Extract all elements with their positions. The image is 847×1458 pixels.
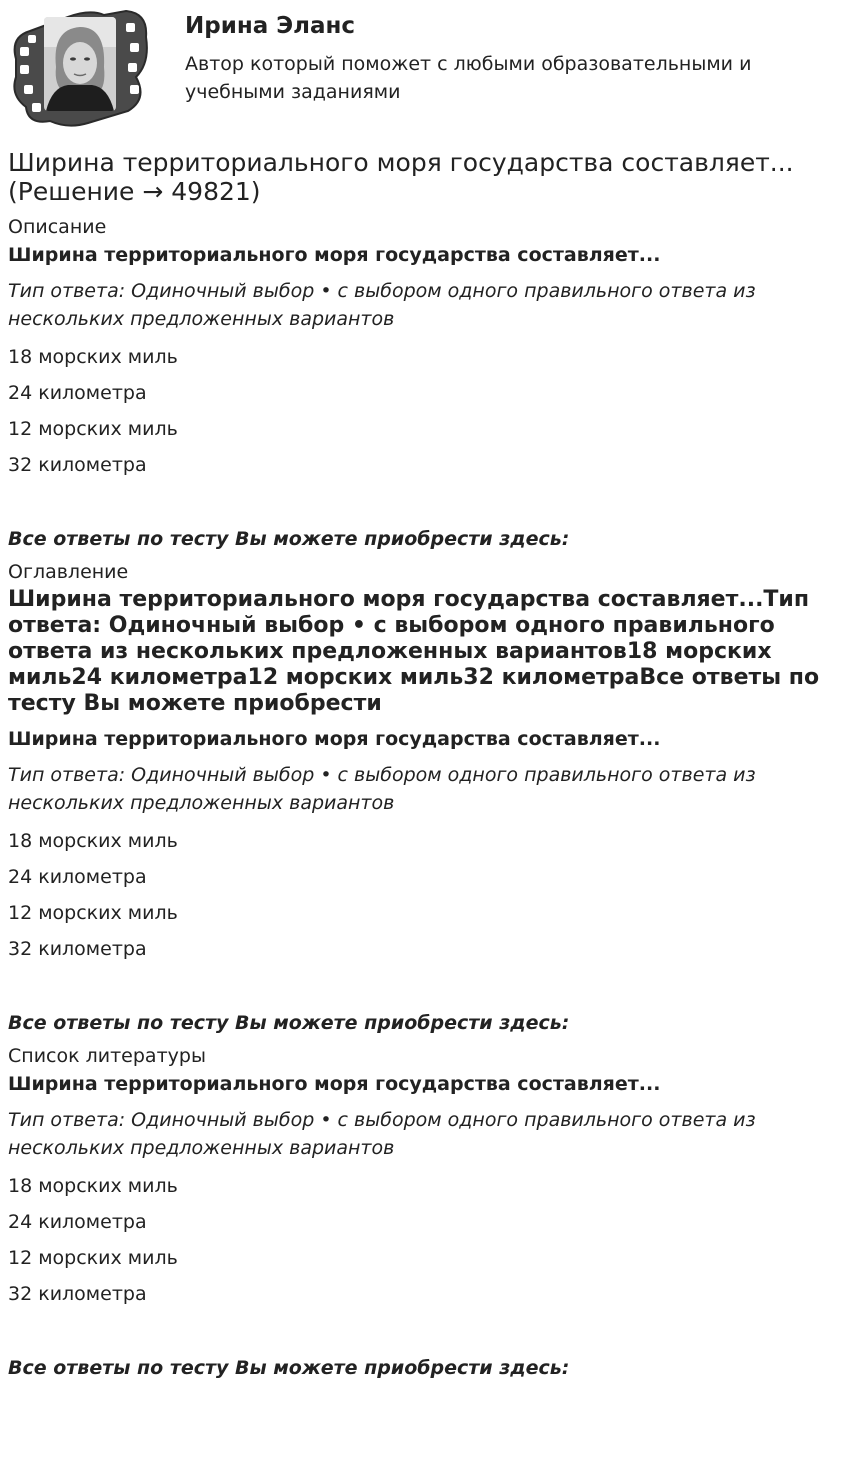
section-label: Описание — [8, 216, 107, 238]
description-section — [8, 215, 839, 551]
page-title: Ширина территориального моря государства составляет... (Решение → 49821) — [8, 148, 794, 206]
answer-option: 32 километра — [8, 938, 147, 960]
answer-option: 18 морских миль — [8, 346, 178, 368]
answer-option: 12 морских миль — [8, 902, 178, 924]
page-content — [8, 0, 839, 1380]
section-label: Оглавление — [8, 561, 129, 583]
question-title: Ширина территориального моря государства составляет... — [8, 1073, 661, 1095]
section-label: Список литературы — [8, 1045, 206, 1067]
answer-option: 18 морских миль — [8, 830, 178, 852]
author-name[interactable]: Ирина Эланс — [185, 13, 356, 39]
author-photo-icon — [8, 7, 150, 127]
bibliography-section — [8, 1044, 839, 1380]
question-title: Ширина территориального моря государства составляет... — [8, 244, 661, 266]
answer-option: 18 морских миль — [8, 1175, 178, 1197]
answer-type: Тип ответа: Одиночный выбор • с выбором одного правильного ответа из нескольких предложенных вариантов — [8, 280, 756, 330]
answer-option: 12 морских миль — [8, 418, 178, 440]
question-title: Ширина территориального моря государства составляет... — [8, 728, 661, 750]
toc-section — [8, 560, 839, 1035]
answer-option: 24 километра — [8, 382, 147, 404]
answer-option: 12 морских миль — [8, 1247, 178, 1269]
answer-option: 32 километра — [8, 1283, 147, 1305]
answer-option: 24 километра — [8, 866, 147, 888]
buy-answers-note: Все ответы по тесту Вы можете приобрести здесь: — [8, 1357, 570, 1379]
answer-type: Тип ответа: Одиночный выбор • с выбором одного правильного ответа из нескольких предложенных вариантов — [8, 1109, 756, 1159]
answer-option: 32 километра — [8, 454, 147, 476]
toc-heading: Ширина территориального моря государства составляет...Тип ответа: Одиночный выбор • с выбором одного правильного ответа из нескольких предложенных вариантов18 морских миль24 километра12 морских миль32 километраВсе ответы по тесту Вы можете приобрести — [8, 587, 820, 716]
buy-answers-note: Все ответы по тесту Вы можете приобрести здесь: — [8, 528, 570, 550]
author-description: Автор который поможет с любыми образовательными и учебными заданиями — [185, 53, 752, 103]
author-card — [8, 0, 839, 145]
answer-type: Тип ответа: Одиночный выбор • с выбором одного правильного ответа из нескольких предложенных вариантов — [8, 764, 756, 814]
answer-option: 24 километра — [8, 1211, 147, 1233]
avatar[interactable] — [8, 7, 150, 127]
buy-answers-note: Все ответы по тесту Вы можете приобрести здесь: — [8, 1012, 570, 1034]
